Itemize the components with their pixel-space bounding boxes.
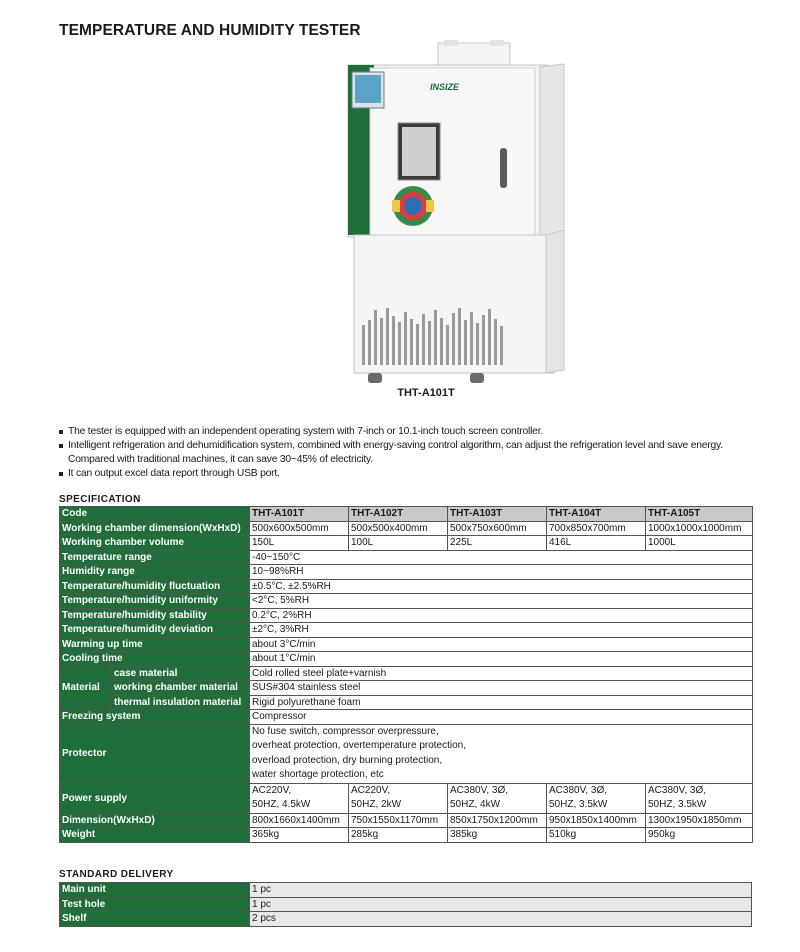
row-label: Working chamber dimension(WxHxD) <box>60 521 250 536</box>
table-row <box>60 883 752 898</box>
cell: 950kg <box>646 828 753 843</box>
row-sublabel: working chamber material <box>112 681 250 696</box>
cell: 150L <box>250 536 349 551</box>
cell: about 1°C/min <box>250 652 753 667</box>
table-row <box>60 550 753 565</box>
cell: 0.2°C, 2%RH <box>250 608 753 623</box>
table-row <box>60 565 753 580</box>
cell: 1 pc <box>250 897 752 912</box>
row-label: Code <box>60 507 250 522</box>
cell: 500x750x600mm <box>448 521 547 536</box>
row-label: Power supply <box>60 783 250 813</box>
row-label: Dimension(WxHxD) <box>60 813 250 828</box>
table-row <box>60 710 753 725</box>
cell: 416L <box>547 536 646 551</box>
cell: 285kg <box>349 828 448 843</box>
table-row <box>60 623 753 638</box>
cell: AC380V, 3Ø, 50HZ, 3.5kW <box>646 783 753 813</box>
cell: -40~150°C <box>250 550 753 565</box>
cell: 385kg <box>448 828 547 843</box>
table-row <box>60 783 753 813</box>
row-label: Test hole <box>60 897 250 912</box>
cell: 225L <box>448 536 547 551</box>
page-title: TEMPERATURE AND HUMIDITY TESTER <box>59 22 361 39</box>
row-label: Freezing system <box>60 710 250 725</box>
spec-table <box>59 506 753 843</box>
protector-line: overload protection, dry burning protection, <box>252 754 443 766</box>
cell: 100L <box>349 536 448 551</box>
cell: 1300x1950x1850mm <box>646 813 753 828</box>
model-code: THT-A102T <box>349 507 448 522</box>
model-code: THT-A103T <box>448 507 547 522</box>
cell: ±0.5°C, ±2.5%RH <box>250 579 753 594</box>
row-label: Temperature/humidity fluctuation <box>60 579 250 594</box>
cell: Compressor <box>250 710 753 725</box>
spec-section-title: SPECIFICATION <box>59 494 141 505</box>
cell: <2°C, 5%RH <box>250 594 753 609</box>
row-label: Temperature/humidity stability <box>60 608 250 623</box>
delivery-section-title: STANDARD DELIVERY <box>59 869 174 880</box>
cell: 1 pc <box>250 883 752 898</box>
table-row <box>60 681 753 696</box>
cell: 800x1660x1400mm <box>250 813 349 828</box>
row-sublabel: thermal insulation material <box>112 695 250 710</box>
cell: AC380V, 3Ø, 50HZ, 3.5kW <box>547 783 646 813</box>
table-row <box>60 912 752 927</box>
table-row <box>60 507 753 522</box>
row-sublabel: case material <box>112 666 250 681</box>
cell: 1000x1000x1000mm <box>646 521 753 536</box>
table-row <box>60 521 753 536</box>
row-label: Main unit <box>60 883 250 898</box>
cell: SUS#304 stainless steel <box>250 681 753 696</box>
row-label: Shelf <box>60 912 250 927</box>
protector-line: overheat protection, overtemperature protection, <box>252 740 467 751</box>
table-row <box>60 695 753 710</box>
cell: 750x1550x1170mm <box>349 813 448 828</box>
cell: 500x500x400mm <box>349 521 448 536</box>
cell: Rigid polyurethane foam <box>250 695 753 710</box>
row-label: Material <box>60 666 112 710</box>
row-label: Temperature/humidity uniformity <box>60 594 250 609</box>
product-image <box>340 40 576 390</box>
table-row <box>60 813 753 828</box>
cell: Cold rolled steel plate+varnish <box>250 666 753 681</box>
feature-item: Intelligent refrigeration and dehumidification system, combined with energy-saving control algorithm, can adjust the refrigeration level and save energy. Compared with traditional machines, it can save 30~45% of electricity. <box>59 439 749 467</box>
cell: 950x1850x1400mm <box>547 813 646 828</box>
table-row <box>60 652 753 667</box>
cell: AC380V, 3Ø, 50HZ, 4kW <box>448 783 547 813</box>
row-label: Working chamber volume <box>60 536 250 551</box>
model-code: THT-A104T <box>547 507 646 522</box>
protector-line: water shortage protection, etc <box>252 769 384 780</box>
cell: 10~98%RH <box>250 565 753 580</box>
delivery-table <box>59 882 752 927</box>
cell: 2 pcs <box>250 912 752 927</box>
table-row <box>60 666 753 681</box>
table-row <box>60 724 753 783</box>
table-row <box>60 897 752 912</box>
row-label: Weight <box>60 828 250 843</box>
cell: 700x850x700mm <box>547 521 646 536</box>
cell <box>250 724 753 783</box>
insize-logo: INSIZE <box>430 82 460 92</box>
row-label: Cooling time <box>60 652 250 667</box>
row-label: Humidity range <box>60 565 250 580</box>
cell: 850x1750x1200mm <box>448 813 547 828</box>
table-row <box>60 536 753 551</box>
model-code: THT-A105T <box>646 507 753 522</box>
row-label: Warming up time <box>60 637 250 652</box>
table-row <box>60 828 753 843</box>
row-label: Protector <box>60 724 250 783</box>
table-row <box>60 637 753 652</box>
protector-line: No fuse switch, compressor overpressure, <box>252 725 439 737</box>
cell: 510kg <box>547 828 646 843</box>
row-label: Temperature range <box>60 550 250 565</box>
cell: 365kg <box>250 828 349 843</box>
table-row <box>60 608 753 623</box>
cell: about 3°C/min <box>250 637 753 652</box>
cell: ±2°C, 3%RH <box>250 623 753 638</box>
row-label: Temperature/humidity deviation <box>60 623 250 638</box>
cell: 1000L <box>646 536 753 551</box>
cell: AC220V, 50HZ, 4.5kW <box>250 783 349 813</box>
product-caption: THT-A101T <box>397 387 455 399</box>
table-row <box>60 594 753 609</box>
feature-list <box>59 425 749 481</box>
table-row <box>60 579 753 594</box>
model-code: THT-A101T <box>250 507 349 522</box>
feature-item: The tester is equipped with an independent operating system with 7-inch or 10.1-inch touch screen controller. <box>59 425 749 439</box>
cell: 500x600x500mm <box>250 521 349 536</box>
feature-item: It can output excel data report through USB port. <box>59 467 749 481</box>
cell: AC220V, 50HZ, 2kW <box>349 783 448 813</box>
